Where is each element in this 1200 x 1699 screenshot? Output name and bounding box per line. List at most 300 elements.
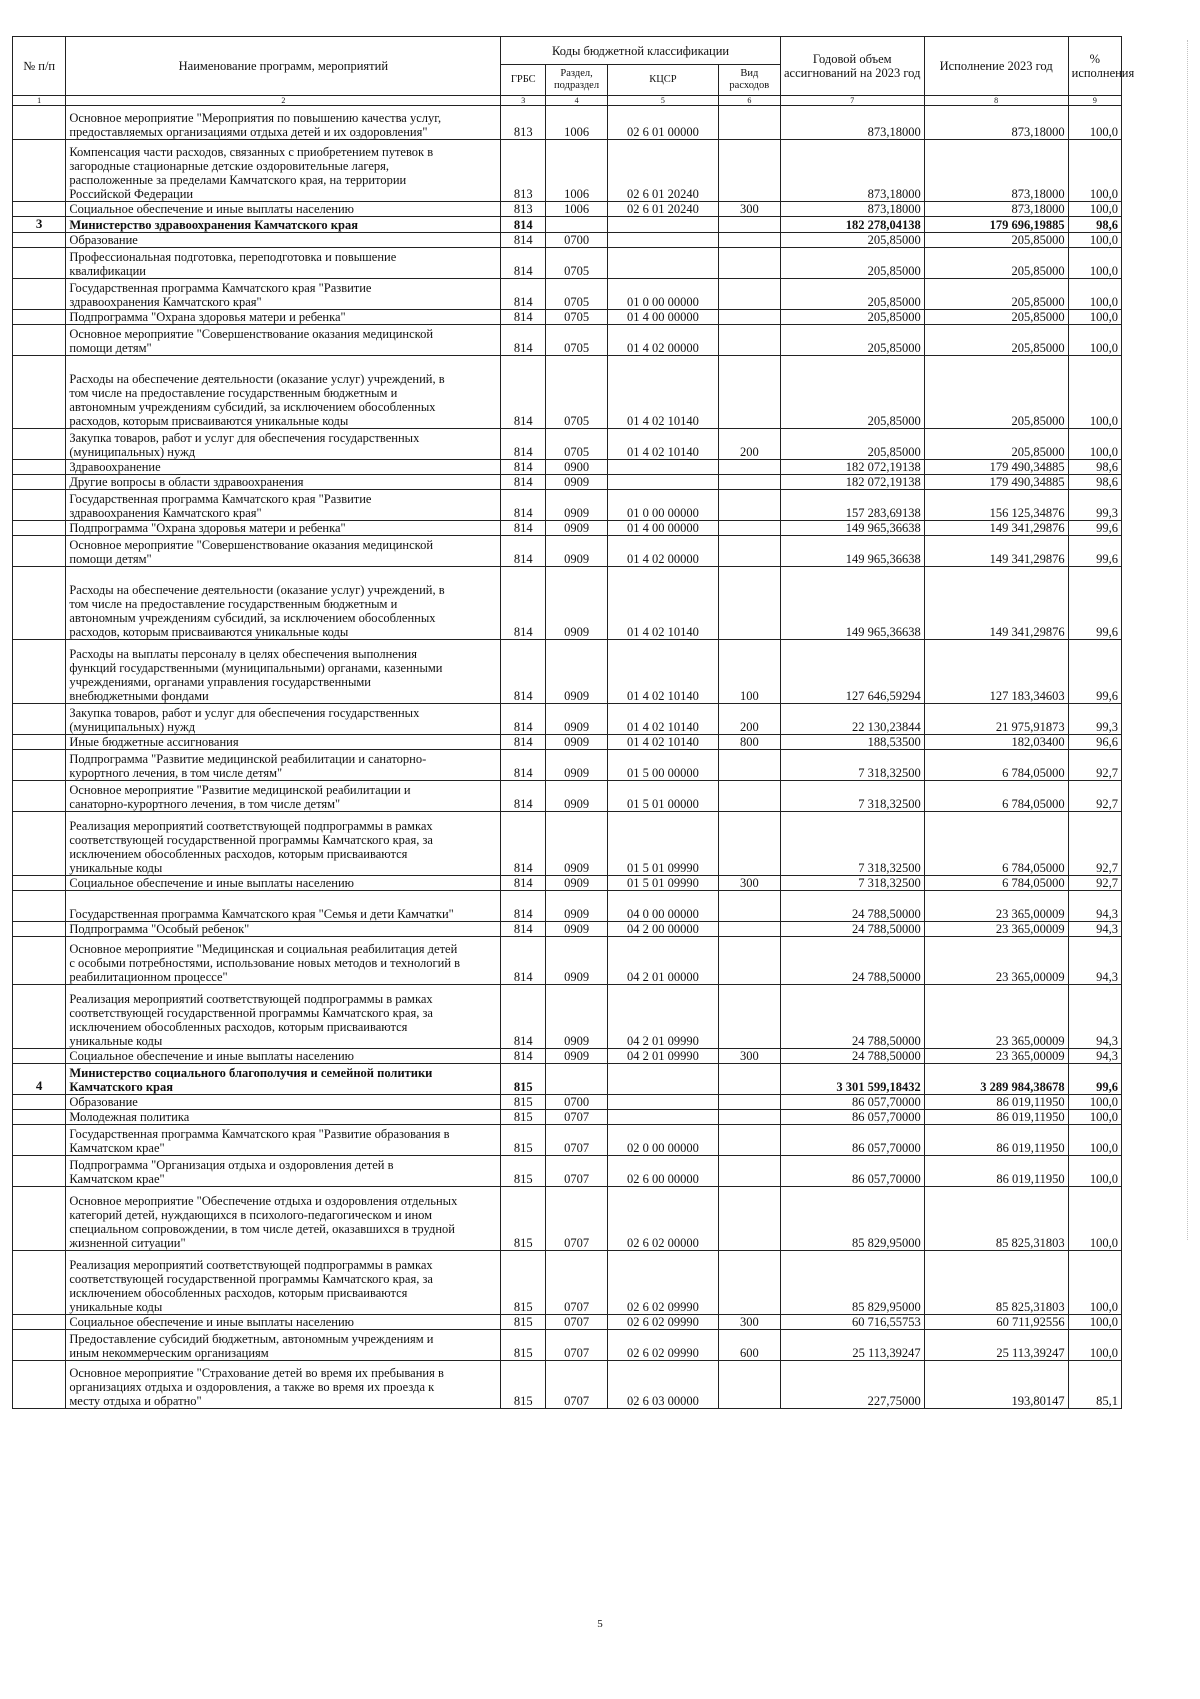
row-number xyxy=(13,309,66,324)
row-pct: 94,3 xyxy=(1068,1048,1121,1063)
header-fact: Исполнение 2023 год xyxy=(924,37,1068,96)
row-kcsr: 02 6 03 00000 xyxy=(607,1360,718,1408)
row-fact: 86 019,11950 xyxy=(924,1094,1068,1109)
row-kcsr: 01 5 00 00000 xyxy=(607,749,718,780)
row-grbs: 814 xyxy=(501,489,546,520)
row-vid xyxy=(718,1094,780,1109)
row-plan: 205,85000 xyxy=(780,309,924,324)
table-row xyxy=(13,890,1122,921)
row-kcsr: 01 4 02 00000 xyxy=(607,535,718,566)
row-number xyxy=(13,355,66,428)
row-razdel: 1006 xyxy=(546,106,608,140)
row-fact: 182,03400 xyxy=(924,734,1068,749)
row-vid xyxy=(718,1250,780,1314)
row-grbs: 815 xyxy=(501,1109,546,1124)
row-name: Основное мероприятие "Развитие медицинской реабилитации и санаторно-курортного лечения, в том числе детям" xyxy=(66,780,501,811)
row-name: Государственная программа Камчатского края "Развитие здравоохранения Камчатского края" xyxy=(66,278,501,309)
row-pct: 92,7 xyxy=(1068,780,1121,811)
row-vid xyxy=(718,520,780,535)
row-number xyxy=(13,566,66,639)
row-grbs: 815 xyxy=(501,1094,546,1109)
row-kcsr xyxy=(607,1094,718,1109)
table-row xyxy=(13,639,1122,703)
table-row xyxy=(13,428,1122,459)
header-pct: % исполнения xyxy=(1068,37,1121,96)
row-pct: 100,0 xyxy=(1068,324,1121,355)
row-name: Молодежная политика xyxy=(66,1109,501,1124)
row-kcsr: 01 4 02 10140 xyxy=(607,639,718,703)
row-name: Расходы на обеспечение деятельности (оказание услуг) учреждений, в том числе на предоставление государственным бюджетным и автономным учреждениям субсидий, за исключением обособленных расходов, которым присваиваются уникальные коды xyxy=(66,355,501,428)
row-plan: 149 965,36638 xyxy=(780,535,924,566)
row-razdel: 0705 xyxy=(546,247,608,278)
row-razdel: 0700 xyxy=(546,232,608,247)
table-row xyxy=(13,734,1122,749)
row-razdel xyxy=(546,1063,608,1094)
table-row xyxy=(13,811,1122,875)
row-grbs: 814 xyxy=(501,639,546,703)
row-number xyxy=(13,1314,66,1329)
row-plan: 157 283,69138 xyxy=(780,489,924,520)
row-plan: 85 829,95000 xyxy=(780,1186,924,1250)
row-vid xyxy=(718,474,780,489)
row-number: 4 xyxy=(13,1063,66,1094)
row-vid xyxy=(718,1155,780,1186)
row-fact: 6 784,05000 xyxy=(924,811,1068,875)
row-vid xyxy=(718,278,780,309)
row-kcsr xyxy=(607,1063,718,1094)
row-pct: 100,0 xyxy=(1068,309,1121,324)
column-number: 2 xyxy=(66,96,501,106)
row-number xyxy=(13,489,66,520)
row-plan: 182 072,19138 xyxy=(780,474,924,489)
row-plan: 227,75000 xyxy=(780,1360,924,1408)
row-plan: 24 788,50000 xyxy=(780,1048,924,1063)
budget-execution-table xyxy=(12,36,1135,1409)
row-vid xyxy=(718,106,780,140)
row-fact: 149 341,29876 xyxy=(924,566,1068,639)
row-name: Образование xyxy=(66,232,501,247)
row-plan: 205,85000 xyxy=(780,324,924,355)
table-row xyxy=(13,355,1122,428)
row-vid xyxy=(718,780,780,811)
row-plan: 24 788,50000 xyxy=(780,984,924,1048)
row-grbs: 815 xyxy=(501,1360,546,1408)
header-budget-codes: Коды бюджетной классификации xyxy=(501,37,780,65)
header-kcsr: КЦСР xyxy=(607,65,718,96)
row-number xyxy=(13,1360,66,1408)
row-fact: 205,85000 xyxy=(924,324,1068,355)
budget-report-page xyxy=(12,36,1135,1409)
table-row xyxy=(13,749,1122,780)
row-fact: 25 113,39247 xyxy=(924,1329,1068,1360)
row-number xyxy=(13,1094,66,1109)
row-vid: 800 xyxy=(718,734,780,749)
column-number: 9 xyxy=(1068,96,1121,106)
row-pct: 92,7 xyxy=(1068,749,1121,780)
row-number xyxy=(13,474,66,489)
row-fact: 3 289 984,38678 xyxy=(924,1063,1068,1094)
row-razdel: 1006 xyxy=(546,140,608,202)
row-name: Основное мероприятие "Мероприятия по повышению качества услуг, предоставляемых организациями отдыха детей и их оздоровления" xyxy=(66,106,501,140)
row-fact: 6 784,05000 xyxy=(924,749,1068,780)
row-grbs: 814 xyxy=(501,734,546,749)
row-pct: 100,0 xyxy=(1068,106,1121,140)
row-grbs: 815 xyxy=(501,1329,546,1360)
row-razdel: 0909 xyxy=(546,474,608,489)
row-fact: 205,85000 xyxy=(924,232,1068,247)
row-plan: 205,85000 xyxy=(780,232,924,247)
row-pct: 99,3 xyxy=(1068,489,1121,520)
row-grbs: 815 xyxy=(501,1155,546,1186)
table-header xyxy=(13,37,1135,106)
row-name: Министерство здравоохранения Камчатского края xyxy=(66,217,501,233)
row-number xyxy=(13,247,66,278)
row-fact: 23 365,00009 xyxy=(924,984,1068,1048)
row-number xyxy=(13,1155,66,1186)
row-plan: 205,85000 xyxy=(780,428,924,459)
row-kcsr: 01 5 01 09990 xyxy=(607,811,718,875)
row-vid xyxy=(718,309,780,324)
row-kcsr xyxy=(607,474,718,489)
row-pct: 96,6 xyxy=(1068,734,1121,749)
row-number xyxy=(13,703,66,734)
row-number xyxy=(13,811,66,875)
table-row xyxy=(13,984,1122,1048)
row-name: Подпрограмма "Охрана здоровья матери и ребенка" xyxy=(66,309,501,324)
row-pct: 94,3 xyxy=(1068,890,1121,921)
row-fact: 86 019,11950 xyxy=(924,1124,1068,1155)
header-plan: Годовой объем ассигнований на 2023 год xyxy=(780,37,924,96)
row-name: Социальное обеспечение и иные выплаты населению xyxy=(66,875,501,890)
row-vid: 300 xyxy=(718,202,780,217)
row-grbs: 814 xyxy=(501,566,546,639)
table-row xyxy=(13,1094,1122,1109)
row-grbs: 814 xyxy=(501,936,546,984)
table-row xyxy=(13,780,1122,811)
row-fact: 85 825,31803 xyxy=(924,1186,1068,1250)
column-number: 5 xyxy=(607,96,718,106)
row-razdel xyxy=(546,217,608,233)
row-grbs: 814 xyxy=(501,921,546,936)
row-plan: 24 788,50000 xyxy=(780,936,924,984)
row-grbs: 814 xyxy=(501,703,546,734)
row-name: Реализация мероприятий соответствующей подпрограммы в рамках соответствующей государственной программы Камчатского края, за исключением обособленных расходов, которым присваиваются уникальные коды xyxy=(66,1250,501,1314)
row-razdel: 0909 xyxy=(546,875,608,890)
row-name: Профессиональная подготовка, переподготовка и повышение квалификации xyxy=(66,247,501,278)
table-row xyxy=(13,1329,1122,1360)
column-number: 8 xyxy=(924,96,1068,106)
row-fact: 23 365,00009 xyxy=(924,936,1068,984)
row-pct: 100,0 xyxy=(1068,428,1121,459)
row-plan: 60 716,55753 xyxy=(780,1314,924,1329)
row-kcsr: 04 2 01 00000 xyxy=(607,936,718,984)
row-vid xyxy=(718,811,780,875)
row-razdel: 0909 xyxy=(546,734,608,749)
row-razdel: 1006 xyxy=(546,202,608,217)
row-grbs: 814 xyxy=(501,1048,546,1063)
row-plan: 873,18000 xyxy=(780,202,924,217)
row-razdel: 0909 xyxy=(546,703,608,734)
row-number xyxy=(13,459,66,474)
row-grbs: 814 xyxy=(501,247,546,278)
row-pct: 100,0 xyxy=(1068,1094,1121,1109)
row-razdel: 0707 xyxy=(546,1250,608,1314)
row-plan: 7 318,32500 xyxy=(780,749,924,780)
table-row xyxy=(13,535,1122,566)
row-number xyxy=(13,1186,66,1250)
row-grbs: 814 xyxy=(501,217,546,233)
row-vid: 200 xyxy=(718,428,780,459)
row-fact: 85 825,31803 xyxy=(924,1250,1068,1314)
table-row xyxy=(13,1186,1122,1250)
table-row xyxy=(13,140,1122,202)
row-razdel: 0909 xyxy=(546,921,608,936)
row-plan: 85 829,95000 xyxy=(780,1250,924,1314)
row-vid xyxy=(718,355,780,428)
row-grbs: 814 xyxy=(501,309,546,324)
row-kcsr: 01 4 02 10140 xyxy=(607,734,718,749)
row-plan: 7 318,32500 xyxy=(780,811,924,875)
row-kcsr: 02 6 02 09990 xyxy=(607,1329,718,1360)
table-row xyxy=(13,247,1122,278)
row-kcsr: 02 6 02 09990 xyxy=(607,1250,718,1314)
row-grbs: 815 xyxy=(501,1250,546,1314)
row-pct: 100,0 xyxy=(1068,1250,1121,1314)
row-number xyxy=(13,324,66,355)
row-number xyxy=(13,1329,66,1360)
row-plan: 205,85000 xyxy=(780,355,924,428)
row-plan: 86 057,70000 xyxy=(780,1124,924,1155)
row-razdel: 0900 xyxy=(546,459,608,474)
row-pct: 94,3 xyxy=(1068,984,1121,1048)
row-pct: 99,6 xyxy=(1068,1063,1121,1094)
row-vid xyxy=(718,1109,780,1124)
row-grbs: 814 xyxy=(501,459,546,474)
row-pct: 100,0 xyxy=(1068,202,1121,217)
row-fact: 86 019,11950 xyxy=(924,1109,1068,1124)
row-fact: 23 365,00009 xyxy=(924,1048,1068,1063)
row-razdel: 0707 xyxy=(546,1360,608,1408)
row-kcsr: 01 4 02 10140 xyxy=(607,566,718,639)
row-fact: 23 365,00009 xyxy=(924,890,1068,921)
row-razdel: 0700 xyxy=(546,1094,608,1109)
row-pct: 92,7 xyxy=(1068,811,1121,875)
row-razdel: 0909 xyxy=(546,984,608,1048)
row-pct: 98,6 xyxy=(1068,459,1121,474)
row-vid xyxy=(718,459,780,474)
row-pct: 100,0 xyxy=(1068,1124,1121,1155)
row-vid xyxy=(718,489,780,520)
row-name: Основное мероприятие "Обеспечение отдыха и оздоровления отдельных категорий детей, нуждающихся в психолого-педагогическом и ином специальном сопровождении, в том числе детей, оказавшихся в трудной жизненной ситуации" xyxy=(66,1186,501,1250)
table-row xyxy=(13,1048,1122,1063)
row-vid xyxy=(718,140,780,202)
row-vid xyxy=(718,984,780,1048)
row-kcsr: 02 6 02 00000 xyxy=(607,1186,718,1250)
row-pct: 100,0 xyxy=(1068,278,1121,309)
row-grbs: 814 xyxy=(501,811,546,875)
row-number xyxy=(13,202,66,217)
row-number xyxy=(13,428,66,459)
row-fact: 205,85000 xyxy=(924,355,1068,428)
row-pct: 100,0 xyxy=(1068,355,1121,428)
row-kcsr: 01 4 02 10140 xyxy=(607,703,718,734)
row-number xyxy=(13,639,66,703)
row-vid: 300 xyxy=(718,875,780,890)
row-name: Социальное обеспечение и иные выплаты населению xyxy=(66,1048,501,1063)
row-fact: 873,18000 xyxy=(924,202,1068,217)
row-kcsr: 04 2 00 00000 xyxy=(607,921,718,936)
row-name: Расходы на обеспечение деятельности (оказание услуг) учреждений, в том числе на предоставление государственным бюджетным и автономным учреждениям субсидий, за исключением обособленных расходов, которым присваиваются уникальные коды xyxy=(66,566,501,639)
row-number xyxy=(13,984,66,1048)
row-name: Подпрограмма "Развитие медицинской реабилитации и санаторно- курортного лечения, в том числе детям" xyxy=(66,749,501,780)
row-plan: 182 072,19138 xyxy=(780,459,924,474)
row-fact: 127 183,34603 xyxy=(924,639,1068,703)
row-number xyxy=(13,535,66,566)
table-row xyxy=(13,106,1122,140)
row-grbs: 814 xyxy=(501,278,546,309)
table-row xyxy=(13,1314,1122,1329)
row-number xyxy=(13,232,66,247)
row-pct: 99,6 xyxy=(1068,520,1121,535)
table-body xyxy=(13,106,1122,1409)
row-grbs: 813 xyxy=(501,140,546,202)
row-name: Социальное обеспечение и иные выплаты населению xyxy=(66,1314,501,1329)
row-name: Основное мероприятие "Медицинская и социальная реабилитация детей с особыми потребностями, использование новых методов и технологий в реабилитационном процессе" xyxy=(66,936,501,984)
table-row xyxy=(13,875,1122,890)
row-name: Реализация мероприятий соответствующей подпрограммы в рамках соответствующей государственной программы Камчатского края, за исключением обособленных расходов, которым присваиваются уникальные коды xyxy=(66,984,501,1048)
row-fact: 193,80147 xyxy=(924,1360,1068,1408)
row-name: Закупка товаров, работ и услуг для обеспечения государственных (муниципальных) нужд xyxy=(66,428,501,459)
table-row xyxy=(13,1250,1122,1314)
row-kcsr: 01 0 00 00000 xyxy=(607,278,718,309)
row-grbs: 814 xyxy=(501,232,546,247)
table-row xyxy=(13,520,1122,535)
row-vid xyxy=(718,890,780,921)
row-plan: 7 318,32500 xyxy=(780,875,924,890)
row-name: Основное мероприятие "Совершенствование оказания медицинской помощи детям" xyxy=(66,535,501,566)
row-kcsr xyxy=(607,459,718,474)
row-number xyxy=(13,140,66,202)
table-row xyxy=(13,324,1122,355)
header-no: № п/п xyxy=(13,37,66,96)
row-grbs: 815 xyxy=(501,1124,546,1155)
row-number xyxy=(13,890,66,921)
row-number xyxy=(13,1048,66,1063)
row-pct: 100,0 xyxy=(1068,232,1121,247)
row-plan: 25 113,39247 xyxy=(780,1329,924,1360)
table-row xyxy=(13,489,1122,520)
row-razdel: 0909 xyxy=(546,520,608,535)
row-plan: 22 130,23844 xyxy=(780,703,924,734)
row-kcsr xyxy=(607,232,718,247)
row-fact: 156 125,34876 xyxy=(924,489,1068,520)
row-razdel: 0705 xyxy=(546,355,608,428)
row-grbs: 814 xyxy=(501,890,546,921)
table-row xyxy=(13,202,1122,217)
row-kcsr: 02 6 00 00000 xyxy=(607,1155,718,1186)
row-razdel: 0707 xyxy=(546,1186,608,1250)
row-fact: 179 490,34885 xyxy=(924,459,1068,474)
row-pct: 85,1 xyxy=(1068,1360,1121,1408)
row-pct: 92,7 xyxy=(1068,875,1121,890)
header-grbs: ГРБС xyxy=(501,65,546,96)
row-name: Здравоохранение xyxy=(66,459,501,474)
row-razdel: 0909 xyxy=(546,566,608,639)
column-number: 6 xyxy=(718,96,780,106)
row-kcsr: 02 6 01 00000 xyxy=(607,106,718,140)
table-row-section xyxy=(13,1063,1122,1094)
row-number xyxy=(13,921,66,936)
row-razdel: 0909 xyxy=(546,1048,608,1063)
row-name: Реализация мероприятий соответствующей подпрограммы в рамках соответствующей государственной программы Камчатского края, за исключением обособленных расходов, которым присваиваются уникальные коды xyxy=(66,811,501,875)
row-kcsr xyxy=(607,1109,718,1124)
row-kcsr: 01 0 00 00000 xyxy=(607,489,718,520)
row-fact: 205,85000 xyxy=(924,309,1068,324)
row-fact: 205,85000 xyxy=(924,247,1068,278)
header-vid: Вид расходов xyxy=(718,65,780,96)
row-grbs: 813 xyxy=(501,202,546,217)
row-pct: 98,6 xyxy=(1068,217,1121,233)
row-kcsr: 01 4 00 00000 xyxy=(607,520,718,535)
row-fact: 205,85000 xyxy=(924,278,1068,309)
row-razdel: 0909 xyxy=(546,780,608,811)
row-name: Предоставление субсидий бюджетным, автономным учреждениям и иным некоммерческим организациям xyxy=(66,1329,501,1360)
row-razdel: 0707 xyxy=(546,1124,608,1155)
row-grbs: 814 xyxy=(501,875,546,890)
row-plan: 7 318,32500 xyxy=(780,780,924,811)
row-name: Основное мероприятие "Совершенствование оказания медицинской помощи детям" xyxy=(66,324,501,355)
row-pct: 94,3 xyxy=(1068,921,1121,936)
row-fact: 60 711,92556 xyxy=(924,1314,1068,1329)
row-kcsr: 01 4 00 00000 xyxy=(607,309,718,324)
row-kcsr: 02 0 00 00000 xyxy=(607,1124,718,1155)
row-grbs: 814 xyxy=(501,984,546,1048)
row-grbs: 814 xyxy=(501,474,546,489)
row-vid xyxy=(718,247,780,278)
row-vid xyxy=(718,1063,780,1094)
row-fact: 149 341,29876 xyxy=(924,535,1068,566)
row-fact: 179 490,34885 xyxy=(924,474,1068,489)
row-name: Министерство социального благополучия и семейной политики Камчатского края xyxy=(66,1063,501,1094)
row-name: Образование xyxy=(66,1094,501,1109)
row-fact: 873,18000 xyxy=(924,106,1068,140)
row-fact: 149 341,29876 xyxy=(924,520,1068,535)
row-number xyxy=(13,734,66,749)
row-razdel: 0707 xyxy=(546,1155,608,1186)
row-plan: 873,18000 xyxy=(780,106,924,140)
column-number: 1 xyxy=(13,96,66,106)
row-plan: 86 057,70000 xyxy=(780,1094,924,1109)
row-kcsr xyxy=(607,217,718,233)
row-pct: 99,6 xyxy=(1068,639,1121,703)
row-kcsr xyxy=(607,247,718,278)
row-plan: 205,85000 xyxy=(780,278,924,309)
row-vid xyxy=(718,1124,780,1155)
row-razdel: 0707 xyxy=(546,1329,608,1360)
column-number: 3 xyxy=(501,96,546,106)
row-plan: 205,85000 xyxy=(780,247,924,278)
row-vid: 600 xyxy=(718,1329,780,1360)
row-vid xyxy=(718,217,780,233)
row-pct: 98,6 xyxy=(1068,474,1121,489)
row-razdel: 0909 xyxy=(546,890,608,921)
row-razdel: 0705 xyxy=(546,278,608,309)
column-number: 7 xyxy=(780,96,924,106)
table-row xyxy=(13,936,1122,984)
row-kcsr: 01 4 02 00000 xyxy=(607,324,718,355)
row-number xyxy=(13,875,66,890)
row-pct: 100,0 xyxy=(1068,247,1121,278)
